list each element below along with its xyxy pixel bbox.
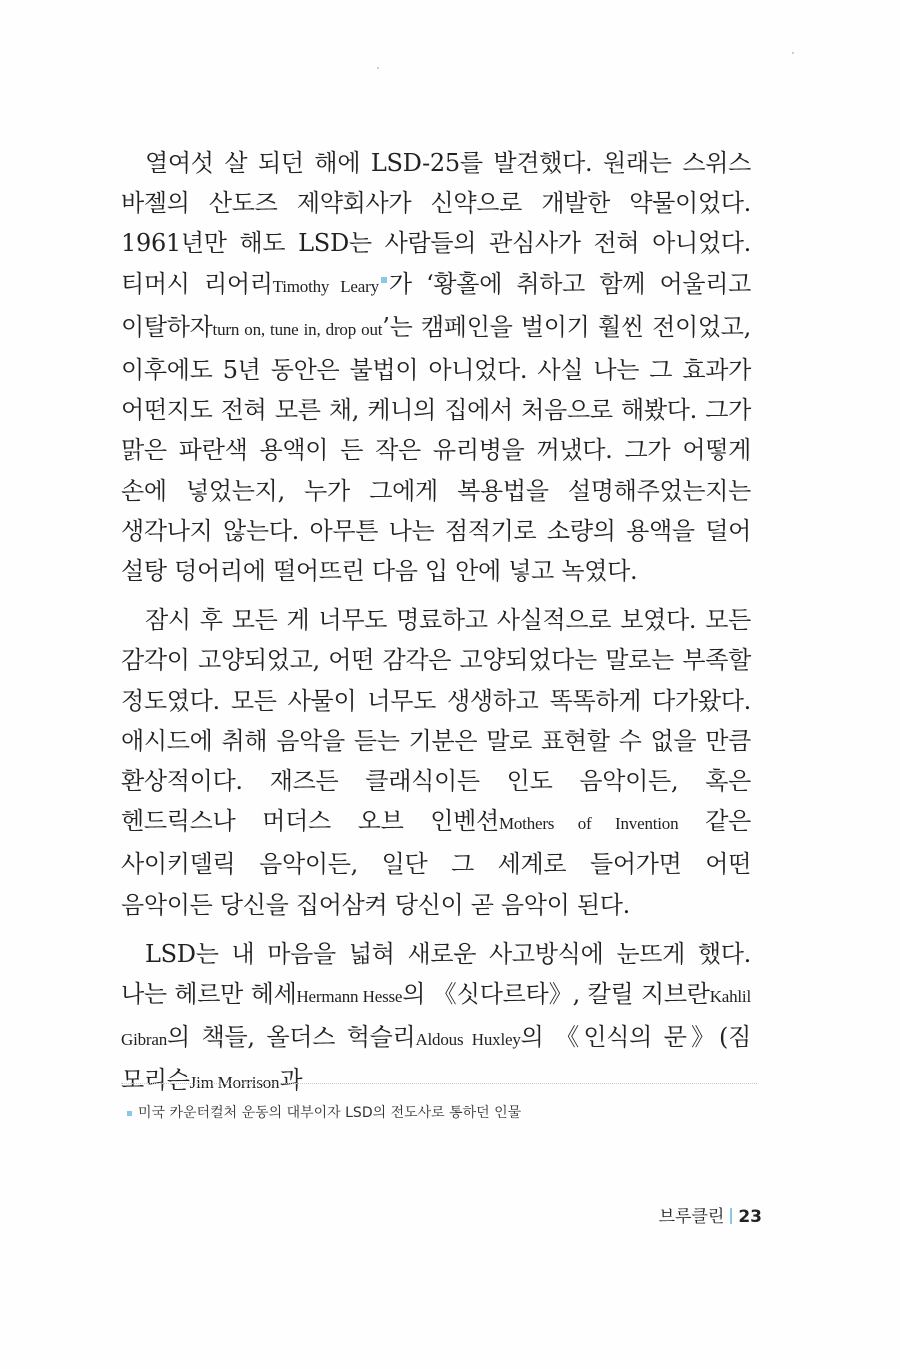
text-run: 의 《싯다르타》, 칼릴 지브란 <box>402 980 710 1009</box>
original-term: turn on, tune in, drop out <box>212 319 383 339</box>
original-term: Aldous Huxley <box>415 1030 521 1050</box>
original-term: Jim Morrison <box>189 1073 280 1093</box>
text-run: 과 <box>279 1066 303 1095</box>
text-run: 잠시 후 모든 게 너무도 명료하고 사실적으로 보였다. 모든 감각이 고양되었고, 어떤 감각은 고양되었다는 말로는 부족할 정도였다. 모든 사물이 너무도 생생하고 똑똑하게 다가왔다. 애시드에 취해 음악을 듣는 기분은 말로 표현할 수 없을 만큼 환상적이다. 재즈든 클래식이든 인도 음악이든, 혹은 헨드릭스나 머더스 오브 인벤션 <box>121 606 751 836</box>
original-term: Kahlil Gibran <box>121 987 751 1050</box>
text-run: ’는 캠페인을 벌이기 훨씬 전이었고, 이후에도 5년 동안은 불법이 아니었다. 사실 나는 그 효과가 어떤지도 전혀 모른 채, 케니의 집에서 처음으로 해봤다. 그가 맑은 파란색 용액이 든 작은 유리병을 꺼냈다. 그가 어떻게 손에 넣었는지, 누가 그에게 복용법을 설명해주었는지는 생각나지 않는다. 아무튼 나는 점적기로 소량의 용액을 덜어 설탕 덩어리에 떨어뜨린 다음 입 안에 넣고 녹였다. <box>121 312 751 586</box>
print-speck <box>377 67 379 69</box>
paragraph <box>121 934 751 1104</box>
footnote-marker-icon <box>381 277 387 283</box>
print-speck <box>792 52 794 54</box>
body-text <box>121 143 751 1113</box>
original-term: Mothers of Invention <box>498 814 679 834</box>
section-title: 브루클린 <box>658 1207 725 1227</box>
original-term: Hermann Hesse <box>296 987 403 1007</box>
footnote <box>127 1103 757 1123</box>
running-footer <box>659 1205 762 1229</box>
original-term: Timothy Leary <box>272 276 379 296</box>
footnote-bullet-icon <box>127 1111 132 1116</box>
text-run: 가 ‘황홀에 취하고 함께 어울리고 이탈하자 <box>121 269 752 341</box>
text-run: 열여섯 살 되던 해에 LSD-25를 발견했다. 원래는 스위스 바젤의 산도즈 제약회사가 신약으로 개발한 약물이었다. 1961년만 해도 LSD는 사람들의 관심사가 전혀 아니었다. 티머시 리어리 <box>121 149 751 298</box>
footnote-text: 미국 카운터컬처 운동의 대부이자 LSD의 전도사로 통하던 인물 <box>138 1105 522 1121</box>
text-run: 의 책들, 올더스 헉슬리 <box>167 1023 416 1052</box>
page-number: 23 <box>738 1207 762 1227</box>
paragraph <box>121 143 751 591</box>
text-run: 의 《인식의 문》(짐 모리슨 <box>121 1023 751 1095</box>
footnote-divider <box>121 1083 757 1084</box>
text-run: LSD는 내 마음을 넓혀 새로운 사고방식에 눈뜨게 했다. 나는 헤르만 헤세 <box>121 939 751 1009</box>
text-run: 같은 사이키델릭 음악이든, 일단 그 세계로 들어가면 어떤 음악이든 당신을 집어삼켜 당신이 곧 음악이 된다. <box>121 807 751 919</box>
paragraph <box>121 600 751 925</box>
folio-separator <box>730 1208 732 1224</box>
